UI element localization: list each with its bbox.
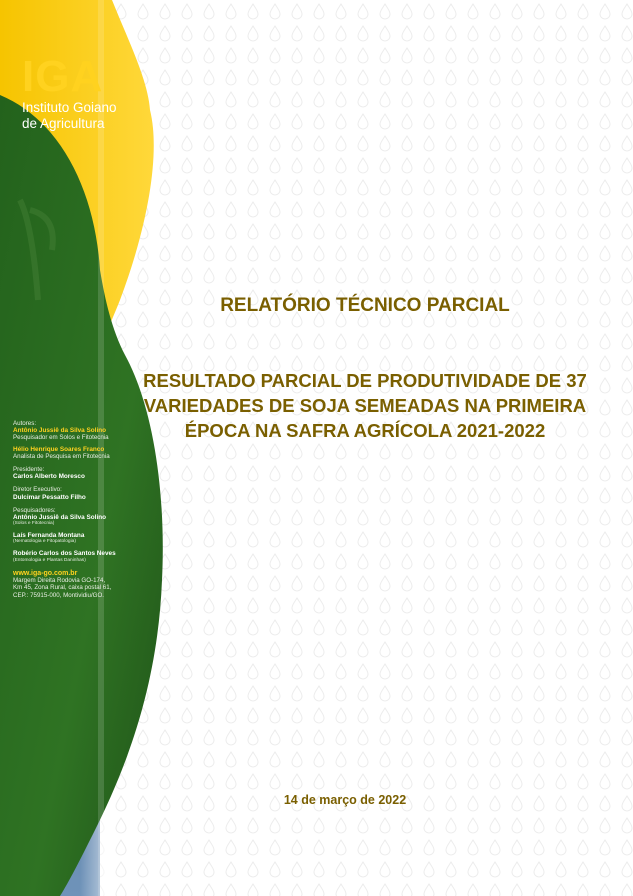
author-role: Pesquisador em Solos e Fitotecnia	[13, 434, 109, 442]
author-role: Analista de Pesquisa em Fitotecnia	[13, 452, 110, 460]
report-title-line: VARIEDADES DE SOJA SEMEADAS NA PRIMEIRA	[143, 395, 587, 416]
address-line: CEP.: 75915-000, Montividiu/GO.	[13, 592, 105, 600]
report-type-heading: RELATÓRIO TÉCNICO PARCIAL	[220, 295, 510, 316]
address-line: Km 45, Zona Rural, caixa postal 61,	[13, 584, 112, 592]
president-group	[13, 466, 163, 480]
address-line: Margem Direita Rodovia GO-174,	[13, 576, 106, 584]
report-title-line: ÉPOCA NA SAFRA AGRÍCOLA 2021-2022	[184, 420, 546, 441]
iga-logo	[22, 52, 132, 131]
researchers-label: Pesquisadores:	[13, 506, 56, 514]
president-label: Presidente:	[13, 466, 45, 474]
director-group	[13, 486, 163, 500]
researcher-area: (Nematologia e Fitopatologia)	[13, 539, 76, 545]
website-link[interactable]: www.iga-go.com.br	[13, 569, 78, 577]
president-name: Carlos Alberto Moresco	[13, 473, 85, 481]
author-name: Hélio Henrique Soares Franco	[13, 445, 105, 453]
authors-label: Autores:	[13, 420, 37, 427]
researcher-area: (Entomologia e Plantas Daninhas)	[13, 557, 86, 563]
researcher-name: Antônio Jussiê da Silva Solino	[13, 514, 107, 522]
logo-mark: IGA	[22, 52, 104, 101]
logo-name-line1: Instituto Goiano	[22, 100, 117, 115]
author-name: Antônio Jussiê da Silva Solino	[13, 427, 107, 435]
report-title	[130, 368, 600, 443]
director-name: Dulcimar Pessatto Filho	[13, 493, 86, 501]
director-label: Diretor Executivo:	[13, 486, 62, 494]
report-date: 14 de março de 2022	[283, 793, 407, 807]
logo-name-line2: de Agricultura	[22, 116, 105, 131]
credits-sidebar	[13, 420, 163, 600]
researcher-name: Robério Carlos dos Santos Neves	[13, 550, 116, 558]
researcher-area: (Solos e Fitotecnia)	[13, 521, 55, 527]
researcher-name: Laís Fernanda Montana	[13, 532, 85, 540]
researchers-group	[13, 507, 163, 564]
report-title-line: RESULTADO PARCIAL DE PRODUTIVIDADE DE 37	[143, 370, 587, 391]
